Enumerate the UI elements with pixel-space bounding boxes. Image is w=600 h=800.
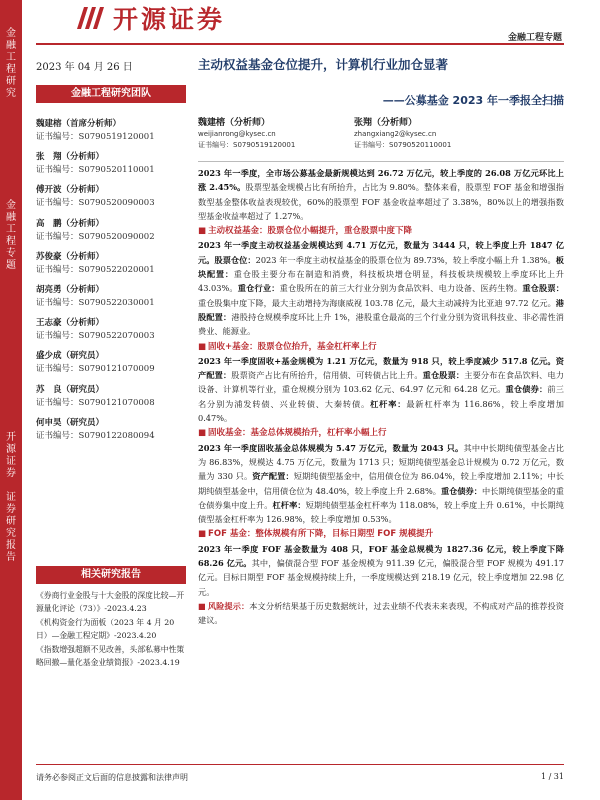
analyst-item: 何申昊（研究员） 证书编号：S0790122080094 <box>36 417 155 441</box>
strip-label-research: 金 融 工 程 研 究 <box>6 28 16 99</box>
analyst-item: 张 翔（分析师） 证书编号：S0790520110001 <box>36 152 155 176</box>
section-heading-fixed-income: ■ 固收基金：基金总体规模抬升，杠杆率小幅上行 <box>198 426 564 440</box>
author-item: 张翔（分析师） zhangxiang2@kysec.cn 证书编号：S0790520110001 <box>354 118 452 149</box>
analyst-item: 傅开波（分析师） 证书编号：S0790520090003 <box>36 185 155 209</box>
author-email[interactable]: weijianrong@kysec.cn <box>198 130 276 138</box>
fof-paragraph: 2023 年一季度 FOF 基金数量为 408 只，FOF 基金总规模为 1827.36 亿元，较上季度下降 68.26 亿元。其中，偏债混合型 FOF 基金规模为 911.39 亿元，偏股混合型 FOF 规模为 491.17 亿元。目标日期型 FOF 基金规模持续上升，一季度规模达到 218.19 亿元，较上季度增加 22.98 亿元。 <box>198 543 564 597</box>
company-logo <box>75 4 225 32</box>
intro-paragraph: 2023 年一季度，全市场公募基金最新规模达到 26.72 万亿元，较上季度的 26.08 万亿元环比上涨 2.45%。股票型基金规模占比有所抬升，占比为 9.80%。整体来看，股票型 FOF 基金和增强指数型基金整体收益表现较优，60%的股票型 FOF 基金收益率超过了 3.38%，80%以上的增强指数型基金收益率超过了 1.27%。 <box>198 168 564 221</box>
strip-label-topic: 金 融 工 程 专 题 <box>6 200 16 271</box>
page-number: 1 / 31 <box>540 772 564 781</box>
section-heading-fixed-income-plus: ■ 固收+基金：股票仓位抬升，基金杠杆率上行 <box>198 340 564 354</box>
related-heading: 相关研究报告 <box>36 566 186 584</box>
report-date: 2023 年 04 月 26 日 <box>36 62 133 73</box>
analyst-item: 王志豪（分析师） 证书编号：S0790522070003 <box>36 318 155 342</box>
fixed-income-paragraph: 2023 年一季度固收基金总体规模为 5.47 万亿元，数量为 2043 只。其中中长期纯债型基金占比为 86.83%，规模达 4.75 万亿元，数量为 1713 只；短期纯债型基金总计规模为 0.72 万亿元，数量为 330 只。资产配置：短期纯债型基金中，信用债仓位为 86.04%，较上季度增加 2.11%；中长期纯债型基金中，信用债仓位为 48.40%，较上季度上升 2.68%。重仓债券：中长期纯债型基金的重仓债券集中度上升。杠杆率：短期纯债型基金杠杆率为 118.08%，较上季度上升 0.61%，中长期纯债型基金杠杆率为 126.98%，较上季度增加 0.53%。 <box>198 442 564 525</box>
analyst-item: 胡亮勇（分析师） 证书编号：S0790522030001 <box>36 284 155 308</box>
related-report-list <box>36 590 186 672</box>
section-heading-equity: ■ 主动权益基金：股票仓位小幅提升，重仓股票中度下降 <box>198 224 564 238</box>
analyst-item: 苏 良（研究员） 证书编号：S0790121070008 <box>36 384 155 408</box>
page-subtitle: ——公募基金 2023 年一季报全扫描 <box>382 94 564 107</box>
logo-text: 开源证券 <box>113 5 226 34</box>
logo-icon <box>75 5 105 31</box>
author-item: 魏建榕（分析师） weijianrong@kysec.cn 证书编号：S0790519120001 <box>198 118 296 149</box>
section-heading-fof: ■ FOF 基金：整体规模有所下降，目标日期型 FOF 规模提升 <box>198 527 564 541</box>
side-strip <box>0 0 22 800</box>
team-heading: 金融工程研究团队 <box>36 85 186 103</box>
analyst-item: 盛少成（研究员） 证书编号：S0790121070009 <box>36 351 155 375</box>
equity-paragraph: 2023 年一季度主动权益基金规模达到 4.71 万亿元，数量为 3444 只，较上季度上升 1847 亿元。股票仓位：2023 年一季度主动权益基金的股票仓位为 89.73%，较上季度小幅上升 1.38%。板块配置：重仓股主要分布在制造和消费，科技板块增仓明显，科技板块规模较上季度环比上升 43.03%。重仓行业：重仓股所在的前三大行业分别为食品饮料、电力设备、医药生物。重仓股票：重仓股集中度下降，最大主动增持为海康威视 103.78 亿元，最大主动减持为比亚迪 97.72 亿元。港股配置：港股持仓规模季度环比上升 1%，港股重仓最高的三个行业分别为资讯科技业、非必需性消费业、能源业。 <box>198 240 564 337</box>
footer-divider <box>36 764 564 765</box>
risk-warning: ■ 风险提示：本文分析结果基于历史数据统计，过去业绩不代表未来表现，不构成对产品的推荐投资建议。 <box>198 599 564 628</box>
footer-disclaimer: 请务必参阅正文后面的信息披露和法律声明 <box>36 773 188 782</box>
analyst-item: 高 鹏（分析师） 证书编号：S0790520090002 <box>36 218 155 242</box>
analyst-item: 苏俊豪（分析师） 证书编号：S0790522020001 <box>36 251 155 275</box>
analyst-item: 魏建榕（首席分析师） 证书编号：S0790519120001 <box>36 119 155 142</box>
author-block <box>198 118 564 162</box>
report-type: 金融工程专题 <box>507 33 562 43</box>
related-report-link[interactable]: 《机构资金行为面板（2023 年 4 月 20 日）—金融工程定期》-2023.4.20 <box>36 618 175 640</box>
analyst-list <box>36 118 186 450</box>
page-title: 主动权益基金仓位提升，计算机行业加仓显著 <box>198 57 449 72</box>
header-divider <box>36 43 564 45</box>
author-email[interactable]: zhangxiang2@kysec.cn <box>354 130 437 138</box>
related-report-link[interactable]: 《指数增强超额不见改善，头部私募中性策略回撤—量化基金业绩简报》-2023.4.19 <box>36 645 185 667</box>
strip-label-report: 开 源 证 券 证 券 研 究 报 告 <box>6 432 16 563</box>
summary-body <box>198 166 564 628</box>
related-report-link[interactable]: 《券商行业金股与十大金股的深度比较—开源量化评论（73）》-2023.4.23 <box>36 591 185 613</box>
fixed-income-plus-paragraph: 2023 年一季度固收+基金规模为 1.21 万亿元，数量为 918 只，较上季度减少 517.8 亿元。资产配置：股票资产占比有所抬升，信用债、可转债占比上升。重仓股票：主要分布在食品饮料、电力设备、计算机等行业，重仓规模分别为 103.62 亿元、64.97 亿元和 64.28 亿元。重仓债券：前三名分别为浦发转债、兴业转债、大秦转债。杠杆率：最新杠杆率为 116.86%，较上季度增加 0.47%。 <box>198 355 564 424</box>
